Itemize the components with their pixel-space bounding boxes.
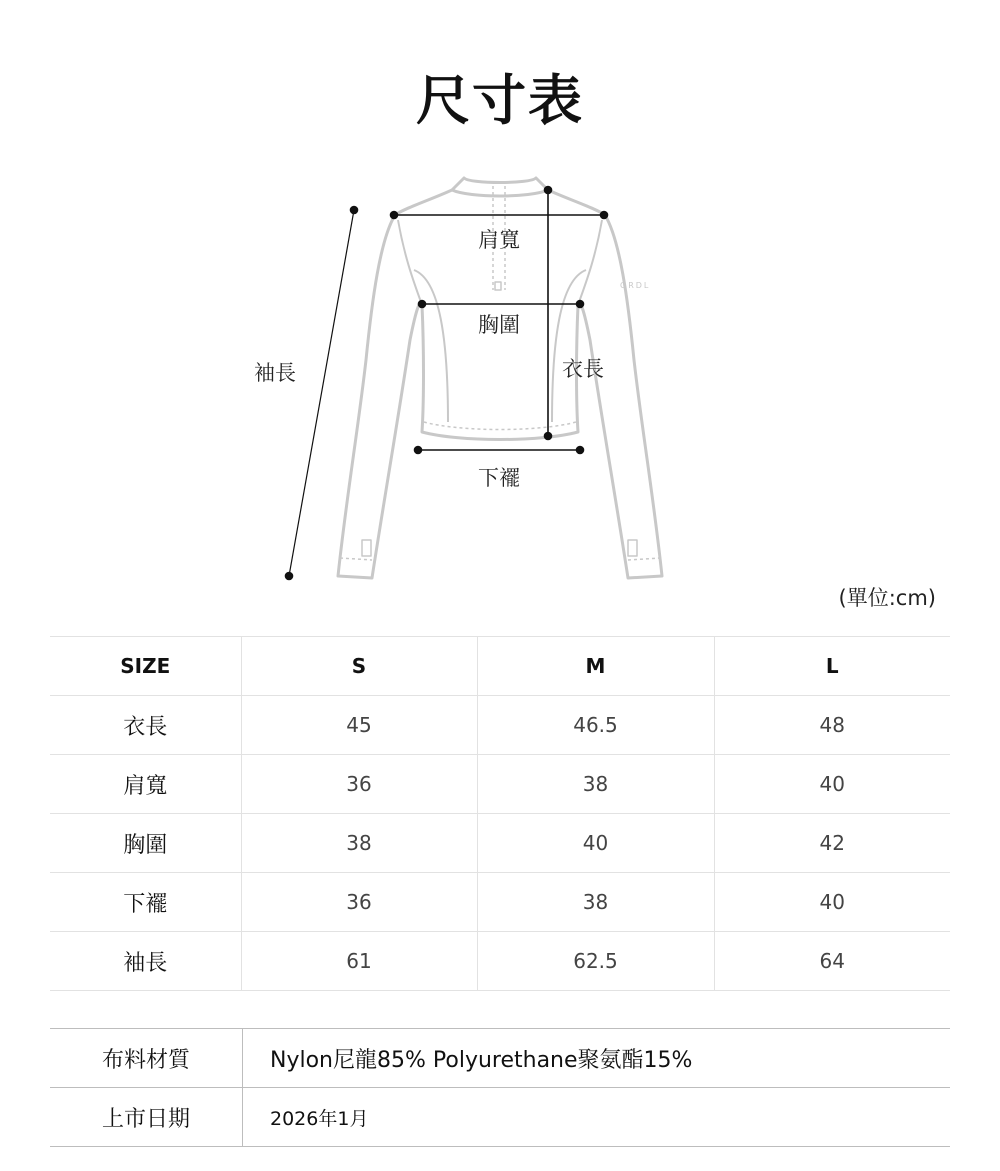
label-sleeve: 袖長 (254, 361, 296, 385)
cell-value: 64 (714, 932, 950, 991)
label-hem: 下襬 (478, 466, 520, 490)
cell-value: 36 (241, 755, 477, 814)
label-shoulder: 肩寬 (478, 228, 520, 252)
table-row (50, 873, 950, 932)
cell-value: 40 (477, 814, 714, 873)
cell-value: 61 (241, 932, 477, 991)
header-s: S (241, 637, 477, 696)
row-label: 肩寬 (50, 755, 241, 814)
table-row (50, 814, 950, 873)
row-label: 衣長 (50, 696, 241, 755)
cell-value: 45 (241, 696, 477, 755)
page-title: 尺寸表 (416, 69, 584, 132)
brand-mark: GRDL (620, 281, 651, 290)
size-table (50, 636, 950, 991)
cell-value: 46.5 (477, 696, 714, 755)
info-row-release-date (50, 1088, 950, 1147)
info-row-fabric (50, 1029, 950, 1088)
info-key: 上市日期 (50, 1088, 243, 1147)
header-l: L (714, 637, 950, 696)
label-length: 衣長 (562, 357, 604, 381)
cell-value: 38 (477, 873, 714, 932)
info-value: 2026年1月 (243, 1088, 951, 1147)
cell-value: 48 (714, 696, 950, 755)
garment-diagram (0, 160, 1000, 600)
table-row (50, 755, 950, 814)
row-label: 下襬 (50, 873, 241, 932)
cell-value: 36 (241, 873, 477, 932)
table-row (50, 696, 950, 755)
row-label: 袖長 (50, 932, 241, 991)
info-value: Nylon尼龍85% Polyurethane聚氨酯15% (243, 1029, 951, 1088)
info-key: 布料材質 (50, 1029, 243, 1088)
cell-value: 40 (714, 755, 950, 814)
cell-value: 40 (714, 873, 950, 932)
header-size: SIZE (50, 637, 241, 696)
label-chest: 胸圍 (478, 313, 520, 337)
unit-note: (單位:cm) (838, 586, 936, 610)
row-label: 胸圍 (50, 814, 241, 873)
size-table-header (50, 637, 950, 696)
cell-value: 42 (714, 814, 950, 873)
cell-value: 38 (241, 814, 477, 873)
table-row (50, 932, 950, 991)
info-table (50, 1028, 950, 1147)
cell-value: 62.5 (477, 932, 714, 991)
header-m: M (477, 637, 714, 696)
cell-value: 38 (477, 755, 714, 814)
